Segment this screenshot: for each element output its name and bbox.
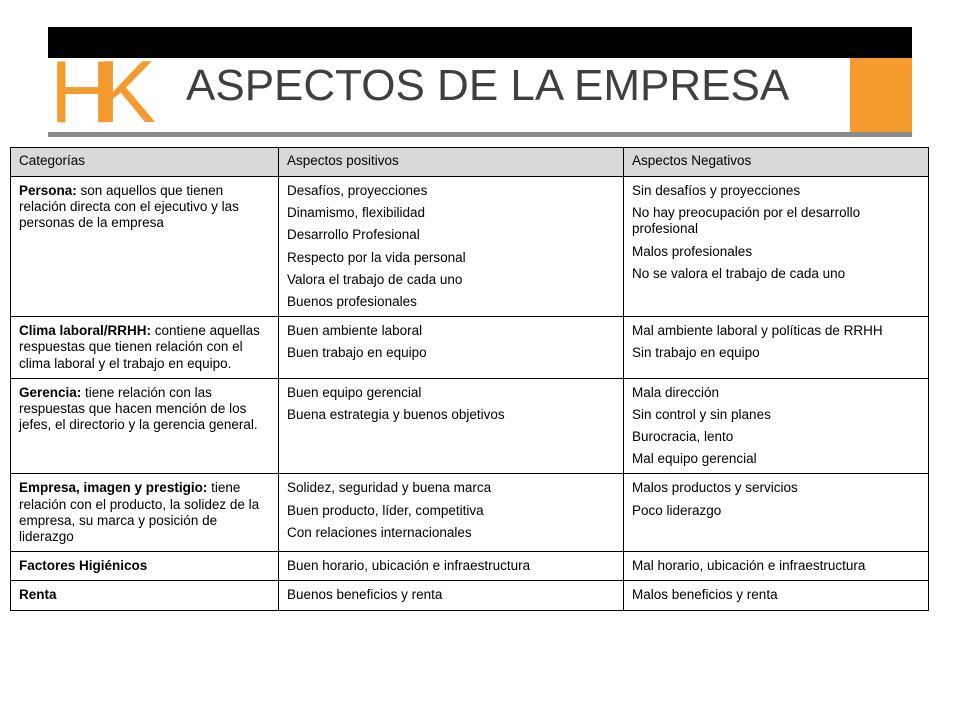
positive-aspects-cell: [279, 317, 624, 379]
negative-aspect-item: Malos productos y servicios: [632, 480, 798, 496]
category-cell: [11, 378, 279, 474]
positive-aspect-item: Buen horario, ubicación e infraestructura: [287, 558, 531, 574]
negative-aspect-item: Sin control y sin planes: [632, 406, 771, 422]
negative-aspects-cell: [624, 177, 929, 317]
positive-aspect-item: Buen ambiente laboral: [287, 323, 423, 339]
positive-aspect-item: Valora el trabajo de cada uno: [287, 271, 463, 287]
category-cell: [11, 177, 279, 317]
category-description: son aquellos que tienen relación directa con el ejecutivo y las personas de la empresa: [19, 183, 239, 231]
table-header-row: [11, 148, 929, 177]
positive-aspect-item: Buena estrategia y buenos objetivos: [287, 406, 505, 422]
positive-aspects-cell: [279, 378, 624, 474]
column-header-negatives: Aspectos Negativos: [624, 148, 929, 177]
negative-aspects-cell: [624, 317, 929, 379]
positive-aspect-item: Buenos beneficios y renta: [287, 587, 443, 603]
header-bar: [48, 27, 912, 58]
positive-aspects-cell: [279, 581, 624, 610]
table-row: [11, 317, 929, 379]
negative-aspect-item: Mala dirección: [632, 384, 720, 400]
positive-aspect-item: Desafíos, proyecciones: [287, 183, 428, 198]
page-title: ASPECTOS DE LA EMPRESA: [186, 61, 790, 110]
negative-aspect-item: Sin desafíos y proyecciones: [632, 183, 801, 198]
negative-aspect-item: Malos beneficios y renta: [632, 587, 778, 603]
positive-aspect-item: Solidez, seguridad y buena marca: [287, 480, 492, 496]
hk-logo: HK: [50, 42, 141, 141]
accent-block: [850, 58, 912, 132]
table-row: [11, 177, 929, 317]
category-name: Persona:: [19, 183, 77, 198]
positive-aspect-item: Buen equipo gerencial: [287, 384, 422, 400]
negative-aspect-item: Mal ambiente laboral y políticas de RRHH: [632, 323, 883, 339]
header-rule: [48, 132, 912, 137]
positive-aspects-cell: [279, 177, 624, 317]
negative-aspect-item: Malos profesionales: [632, 243, 753, 259]
negative-aspect-item: Mal equipo gerencial: [632, 451, 757, 467]
negative-aspect-item: Mal horario, ubicación e infraestructura: [632, 558, 866, 574]
negative-aspect-item: No se valora el trabajo de cada uno: [632, 265, 846, 281]
positive-aspect-item: Dinamismo, flexibilidad: [287, 205, 426, 221]
negative-aspect-item: Burocracia, lento: [632, 429, 734, 445]
category-name: Renta: [19, 587, 57, 603]
category-cell: [11, 474, 279, 552]
negative-aspects-cell: [624, 552, 929, 581]
table-row: [11, 552, 929, 581]
category-name: Gerencia:: [19, 384, 82, 400]
positive-aspect-item: Buen producto, líder, competitiva: [287, 502, 484, 518]
negative-aspects-cell: [624, 474, 929, 552]
category-name: Empresa, imagen y prestigio:: [19, 480, 208, 496]
positive-aspect-item: Buenos profesionales: [287, 293, 417, 309]
table-row: [11, 474, 929, 552]
category-name: Factores Higiénicos: [19, 558, 148, 574]
category-description: tiene relación con el producto, la solidez de la empresa, su marca y posición de liderazgo: [19, 480, 260, 544]
category-description: contiene aquellas respuestas que tienen relación con el clima laboral y el trabajo en equipo.: [19, 323, 260, 371]
table-body: [11, 177, 929, 611]
negative-aspect-item: Poco liderazgo: [632, 502, 722, 518]
category-cell: [11, 552, 279, 581]
positive-aspect-item: Con relaciones internacionales: [287, 524, 472, 540]
negative-aspect-item: No hay preocupación por el desarrollo profesional: [632, 205, 861, 237]
column-header-categories: Categorías: [11, 148, 279, 177]
negative-aspect-item: Sin trabajo en equipo: [632, 345, 760, 361]
table-row: [11, 378, 929, 474]
category-description: tiene relación con las respuestas que hacen mención de los jefes, el directorio y la gerencia general.: [19, 384, 258, 433]
positive-aspect-item: Respecto por la vida personal: [287, 249, 466, 265]
aspects-table: [10, 147, 929, 611]
positive-aspects-cell: [279, 474, 624, 552]
negative-aspects-cell: [624, 378, 929, 474]
positive-aspects-cell: [279, 552, 624, 581]
positive-aspect-item: Desarrollo Profesional: [287, 227, 420, 243]
column-header-positives: Aspectos positivos: [279, 148, 624, 177]
category-cell: [11, 581, 279, 610]
table-row: [11, 581, 929, 610]
category-cell: [11, 317, 279, 379]
negative-aspects-cell: [624, 581, 929, 610]
positive-aspect-item: Buen trabajo en equipo: [287, 345, 427, 361]
category-name: Clima laboral/RRHH:: [19, 323, 152, 339]
